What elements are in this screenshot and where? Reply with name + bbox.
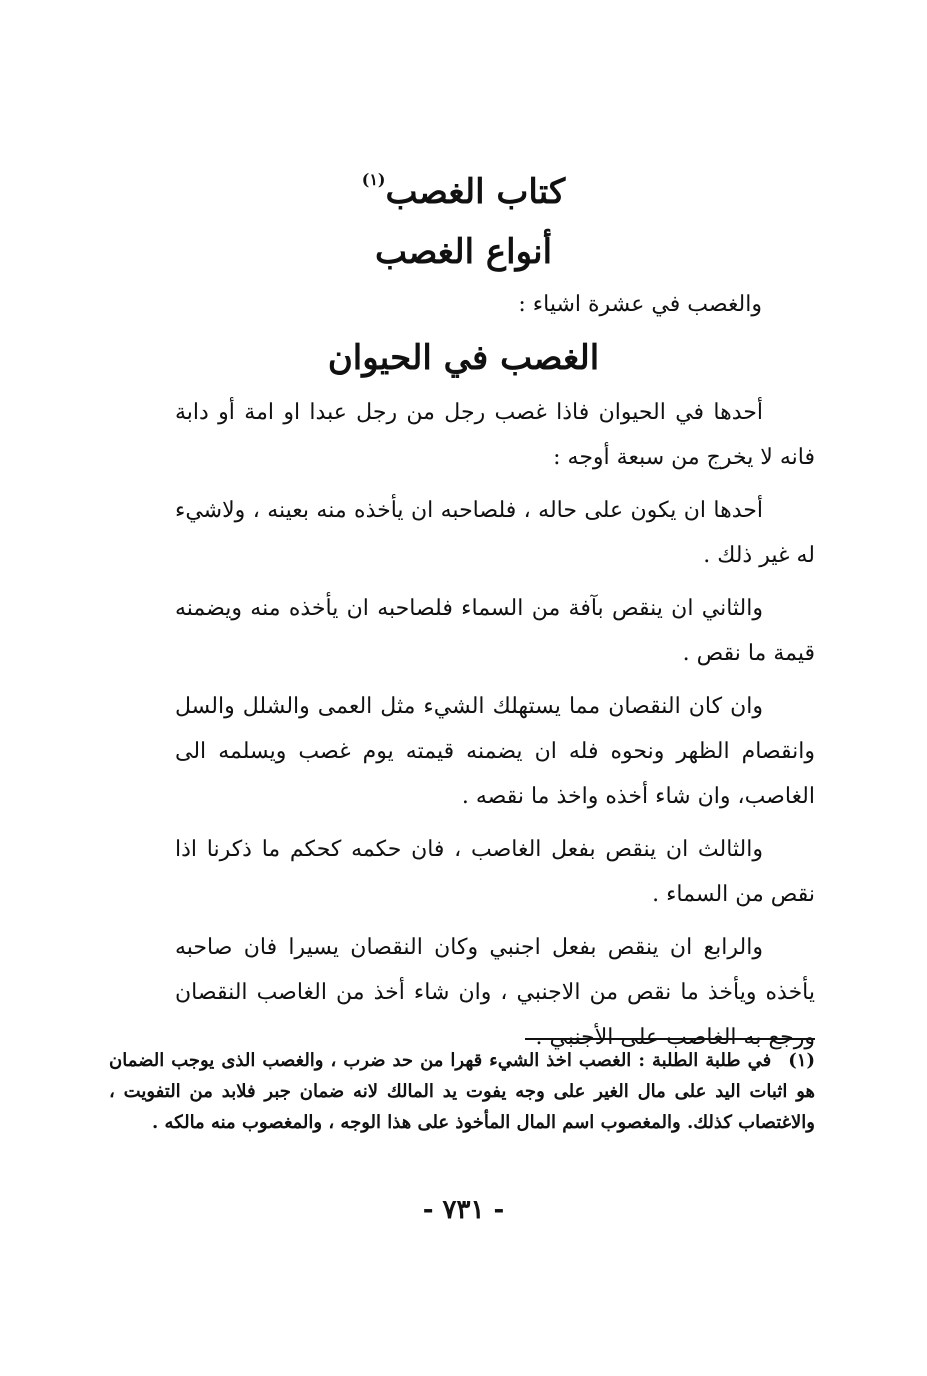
footnote-reference: (١) [361,170,386,189]
paragraph: وان كان النقصان مما يستهلك الشيء مثل العمى والشلل والسل وانقصام الظهر ونحوه فله ان يضمنه قيمته يوم غصب ويسلمه الى الغاصب، وان شاء أخذه واخذ ما نقصه . [175,694,815,809]
paragraph: والرابع ان ينقص بفعل اجنبي وكان النقصان يسيرا فان صاحبه يأخذه ويأخذ ما نقص من الاجنبي ، وان شاء أخذ من الغاصب النقصان ورجع به الغاصب على الأجنبي . [175,935,815,1050]
footnote-divider [525,1038,815,1040]
chapter-title [0,150,927,222]
footnote-marker: (١) [788,1050,815,1071]
paragraph: والثاني ان ينقص بآفة من السماء فلصاحبه ان يأخذه منه ويضمنه قيمة ما نقص . [175,596,815,666]
section-title-types-of-usurpation: أنواع الغصب [374,232,553,272]
footnote-text: في طلبة الطلبة : الغصب اخذ الشيء قهرا من حد ضرب ، والغصب الذى يوجب الضمان هو اثبات اليد على مال الغير على وجه يفوت يد المالك لانه ضمان جبر فلابد من التفويت ، والاغتصاب كذلك. والمغصوب اسم المال المأخوذ على هذا الوجه ، والمغصوب منه مالكه . [109,1050,815,1133]
body-text [175,390,815,1068]
chapter-title-text: كتاب الغصب [385,172,566,212]
paragraph: والثالث ان ينقص بفعل الغاصب ، فان حكمه كحكم ما ذكرنا اذا نقص من السماء . [175,837,815,907]
page-number: - ٧٣١ - [422,1195,505,1225]
intro-line: والغصب في عشرة اشياء : [518,292,762,317]
paragraph: أحدها ان يكون على حاله ، فلصاحبه ان يأخذه منه بعينه ، ولاشيء له غير ذلك . [175,498,815,568]
paragraph: أحدها في الحيوان فاذا غصب رجل من رجل عبدا او امة أو دابة فانه لا يخرج من سبعة أوجه : [175,400,815,470]
footnote [109,1045,815,1138]
section-title-animals: الغصب في الحيوان [327,338,600,378]
